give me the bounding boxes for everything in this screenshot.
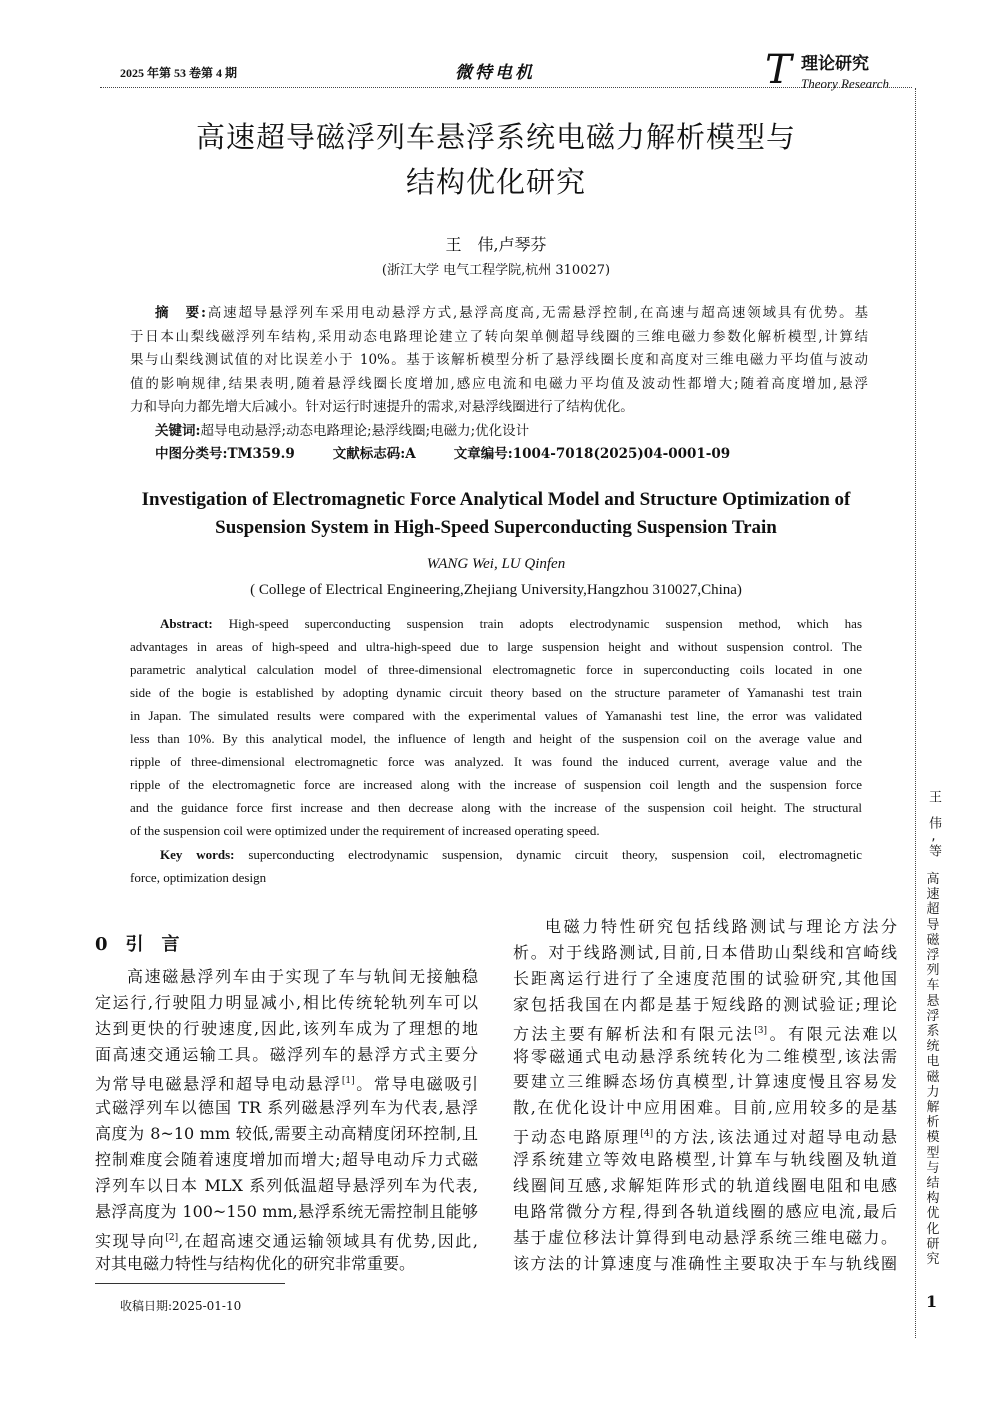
logo-cn: 理论研究: [801, 54, 869, 74]
abstract-cn-label: 摘 要:: [155, 305, 206, 321]
side-running-authors: 王 伟,等: [926, 790, 941, 857]
body-line: 析。对于线路测试,目前,日本借助山梨线和宫崎线: [513, 942, 897, 962]
abstract-en-line: ripple of the electromagnetic force are increased along with the increase of suspension coil length and the suspension force: [130, 777, 862, 792]
body-line: 对其电磁力特性与结构优化的研究非常重要。: [95, 1254, 416, 1274]
body-line: 电磁力特性研究包括线路测试与理论方法分: [545, 917, 897, 936]
abstract-cn-line0: 摘 要:高速超导悬浮列车采用电动悬浮方式,悬浮高度高,无需悬浮控制,在高速与超高速领域具有优势。基: [155, 305, 868, 321]
abstract-en-line: in Japan. The simulated results were compared with the experimental values of Yamanashi test line, the error was validated: [130, 708, 862, 723]
abstract-cn-line: 力和导向力都先增大后减小。针对运行时速提升的需求,对悬浮线圈进行了结构优化。: [130, 399, 634, 416]
footnote-rule: [95, 1283, 285, 1284]
body-line: 控制难度会随着速度增加而增大;超导电动斥力式磁: [95, 1149, 478, 1169]
abstract-en-line: side of the bogie is established by adopting dynamic circuit theory based on the structure parameter of Yamanashi test train: [130, 685, 862, 700]
affiliation-en: ( College of Electrical Engineering,Zhejiang University,Hangzhou 310027,China): [250, 582, 742, 598]
body-line: 定运行,行驶阻力明显减小,相比传统轮轨列车可以: [95, 993, 478, 1013]
abstract-en-line: and the guidance force first increase and then decrease along with the increase of the suspension coil height. The structural: [130, 800, 862, 815]
body-line: 将零磁通式电动悬浮系统转化为二维模型,该法需: [513, 1046, 897, 1066]
body-line: 家包括我国在内都是基于短线路的测试验证;理论: [513, 994, 897, 1014]
body-line: 浮系统建立等效电路模型,计算车与轨线圈及轨道: [513, 1150, 897, 1170]
affiliation-cn: (浙江大学 电气工程学院,杭州 310027): [381, 263, 611, 278]
logo-letter: T: [765, 47, 792, 93]
abstract-en-line: less than 10%. By this analytical model, the influence of length and height of the suspension coil on the average value and: [130, 731, 862, 746]
keywords-cn: 关键词:超导电动悬浮;动态电路理论;悬浮线圈;电磁力;优化设计: [155, 423, 530, 439]
classification-row: 中图分类号:TM359.9 文献标志码:A 文章编号:1004-7018(2025)04-0001-09: [155, 446, 731, 462]
abstract-en-line: advantages in areas of high-speed and ultra-high-speed due to large suspension height and without suspension control. The: [130, 639, 862, 654]
logo-en: Theory Research: [801, 76, 889, 91]
abstract-en-line0: Abstract: High-speed superconducting suspension train adopts electrodynamic suspension method, which has: [160, 616, 862, 631]
body-line: 实现导向[2],在超高速交通运输领域具有优势,因此,: [95, 1231, 478, 1249]
body-line: 线圈间互感,求解矩阵形式的轨道线圈电阻和电感: [513, 1176, 897, 1195]
journal-name: 微特电机: [455, 63, 535, 83]
page-number: 1: [926, 1292, 938, 1311]
body-line: 浮列车以日本 MLX 系列低温超导悬浮列车为代表,: [95, 1175, 478, 1195]
authors-cn: 王 伟,卢琴芬: [445, 235, 547, 254]
body-line: 为常导电磁悬浮和超导电动悬浮[1]。常导电磁吸引: [95, 1074, 478, 1093]
abstract-cn-line: 果与山梨线测试值的对比误差小于 10%。基于该解析模型分析了悬浮线圈长度和高度对三维电磁力平均值与波动: [130, 352, 868, 369]
body-line: 高速磁悬浮列车由于实现了车与轨间无接触稳: [127, 967, 478, 986]
body-line: 要建立三维瞬态场仿真模型,计算速度慢且容易发: [513, 1072, 897, 1092]
authors-en: WANG Wei, LU Qinfen: [426, 556, 566, 572]
body-line: 长距离运行进行了全速度范围的试验研究,其他国: [513, 968, 897, 988]
title-en-line2: Suspension System in High-Speed Superconducting Suspension Train: [215, 517, 777, 538]
body-line: 于动态电路原理[4]的方法,该法通过对超导电动悬: [513, 1127, 897, 1146]
body-line: 达到更快的行驶速度,因此,该列车成为了理想的地: [95, 1019, 478, 1039]
abstract-en-line: of the suspension coil were optimized under the requirement of increased operating speed.: [130, 823, 600, 838]
body-line: 式磁浮列车以德国 TR 系列磁悬浮列车为代表,悬浮: [95, 1097, 478, 1117]
body-line: 该方法的计算速度与准确性主要取决于车与轨线圈: [513, 1253, 897, 1273]
body-line: 方法主要有解析法和有限元法[3]。有限元法难以: [513, 1023, 897, 1042]
abstract-en-line: ripple of three-dimensional electromagnetic force was analyzed. It was found the induced current, average value and the: [130, 754, 862, 769]
title-cn-line2: 结构优化研究: [405, 165, 586, 199]
header-divider: [100, 87, 912, 88]
side-running-title: 高 速 超 导 磁 浮 列 车 悬 浮 系 统 电 磁 力 解 析 模 型 与 结 构 优 化 研 究: [926, 872, 940, 1268]
section-heading-intro: 0 引 言: [95, 934, 180, 955]
body-line: 悬浮高度为 100~150 mm,悬浮系统无需控制且能够: [95, 1201, 478, 1221]
body-line: 电路常微分方程,得到各轨道线圈的感应电流,最后: [513, 1201, 897, 1221]
abstract-cn-line: 于日本山梨线磁浮列车结构,采用动态电路理论建立了转向架单侧超导线圈的三维电磁力参数化解析模型,计算结: [130, 328, 868, 345]
body-line: 基于虚位移法计算得到电动悬浮系统三维电磁力。: [513, 1227, 897, 1247]
title-cn-line1: 高速超导磁浮列车悬浮系统电磁力解析模型与: [195, 120, 796, 154]
body-line: 散,在优化设计中应用困难。目前,应用较多的是基: [513, 1098, 897, 1118]
keywords-en-line0: Key words: superconducting electrodynamic suspension, dynamic circuit theory, suspension coil, electromagnetic: [160, 847, 862, 862]
abstract-en-line: parametric analytical calculation model of three-dimensional electromagnetic force in superconducting coils located in one: [130, 662, 862, 677]
title-en-line1: Investigation of Electromagnetic Force Analytical Model and Structure Optimization of: [141, 489, 851, 510]
body-line: 高度为 8~10 mm 较低,需要主动高精度闭环控制,且: [95, 1123, 478, 1143]
body-line: 面高速交通运输工具。磁浮列车的悬浮方式主要分: [95, 1045, 478, 1065]
issue-info: 2025 年第 53 卷第 4 期: [120, 66, 238, 80]
received-date: 收稿日期:2025-01-10: [120, 1299, 242, 1313]
keywords-en-line1: force, optimization design: [130, 870, 267, 885]
abstract-cn-line: 值的影响规律,结果表明,随着悬浮线圈长度增加,感应电流和电磁力平均值及波动性都增大;随着高度增加,悬浮: [130, 375, 868, 392]
